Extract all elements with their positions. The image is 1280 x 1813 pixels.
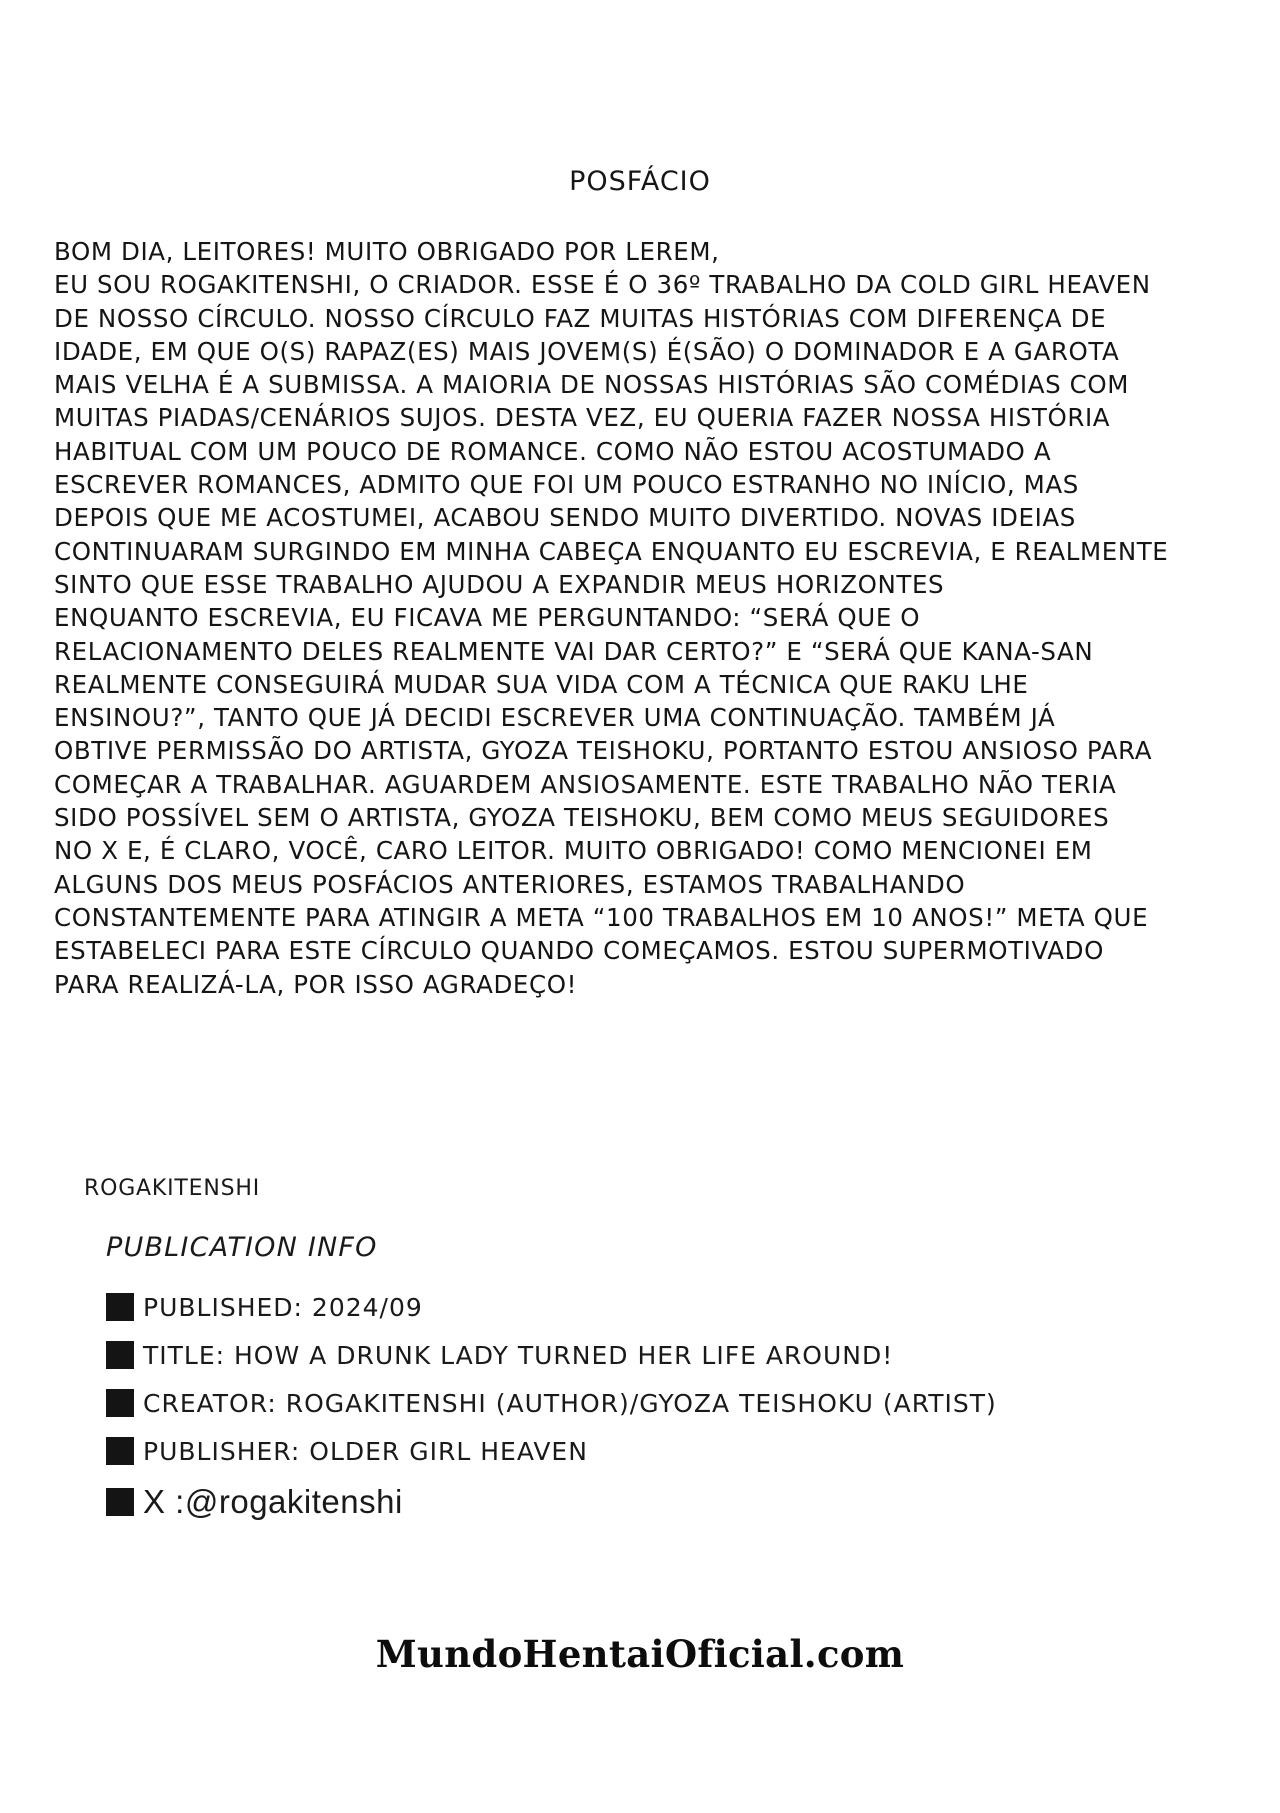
publication-info-item	[106, 1333, 997, 1377]
body-line: ESTABELECI PARA ESTE CÍRCULO QUANDO COMEÇAMOS. ESTOU SUPERMOTIVADO	[54, 936, 1104, 966]
square-bullet-icon	[106, 1488, 134, 1516]
work-title: TITLE: HOW A DRUNK LADY TURNED HER LIFE AROUND!	[143, 1340, 894, 1370]
author-signature: ROGAKITENSHI	[84, 1176, 261, 1201]
body-line: ENSINOU?”, TANTO QUE JÁ DECIDI ESCREVER UMA CONTINUAÇÃO. TAMBÉM JÁ	[54, 703, 1056, 733]
publication-info-item	[106, 1429, 997, 1473]
body-line: OBTIVE PERMISSÃO DO ARTISTA, GYOZA TEISHOKU, PORTANTO ESTOU ANSIOSO PARA	[54, 736, 1153, 766]
page-title: POSFÁCIO	[569, 166, 711, 197]
publisher-name: PUBLISHER: OLDER GIRL HEAVEN	[143, 1436, 588, 1466]
creator-credits: CREATOR: ROGAKITENSHI (AUTHOR)/GYOZA TEISHOKU (ARTIST)	[143, 1388, 997, 1418]
body-line: DE NOSSO CÍRCULO. NOSSO CÍRCULO FAZ MUITAS HISTÓRIAS COM DIFERENÇA DE	[54, 303, 1107, 333]
published-date: PUBLISHED: 2024/09	[143, 1292, 423, 1322]
publication-info-item	[106, 1381, 997, 1425]
publication-info-list	[106, 1285, 997, 1531]
body-line: ALGUNS DOS MEUS POSFÁCIOS ANTERIORES, ESTAMOS TRABALHANDO	[54, 869, 966, 899]
publication-info-heading: PUBLICATION INFO	[106, 1232, 378, 1263]
body-line: BOM DIA, LEITORES! MUITO OBRIGADO POR LEREM,	[54, 237, 720, 266]
body-line: SINTO QUE ESSE TRABALHO AJUDOU A EXPANDIR MEUS HORIZONTES	[54, 569, 945, 599]
body-line: CONSTANTEMENTE PARA ATINGIR A META “100 TRABALHOS EM 10 ANOS!” META QUE	[54, 902, 1149, 932]
square-bullet-icon	[106, 1293, 134, 1321]
body-line: HABITUAL COM UM POUCO DE ROMANCE. COMO NÃO ESTOU ACOSTUMADO A	[54, 436, 1052, 466]
square-bullet-icon	[106, 1341, 134, 1369]
square-bullet-icon	[106, 1437, 134, 1465]
body-line: MUITAS PIADAS/CENÁRIOS SUJOS. DESTA VEZ, EU QUERIA FAZER NOSSA HISTÓRIA	[54, 403, 1111, 433]
body-line: DEPOIS QUE ME ACOSTUMEI, ACABOU SENDO MUITO DIVERTIDO. NOVAS IDEIAS	[54, 503, 1076, 533]
body-line: IDADE, EM QUE O(S) RAPAZ(ES) MAIS JOVEM(S) É(SÃO) O DOMINADOR E A GAROTA	[54, 336, 1120, 366]
body-line: NO X E, É CLARO, VOCÊ, CARO LEITOR. MUITO OBRIGADO! COMO MENCIONEI EM	[54, 836, 1093, 866]
square-bullet-icon	[106, 1389, 134, 1417]
body-line: ENQUANTO ESCREVIA, EU FICAVA ME PERGUNTANDO: “SERÁ QUE O	[54, 603, 921, 633]
body-line: PARA REALIZÁ-LA, POR ISSO AGRADEÇO!	[54, 969, 578, 999]
body-line: SIDO POSSÍVEL SEM O ARTISTA, GYOZA TEISHOKU, BEM COMO MEUS SEGUIDORES	[54, 803, 1110, 833]
body-line: EU SOU ROGAKITENSHI, O CRIADOR. ESSE É O 36º TRABALHO DA COLD GIRL HEAVEN	[54, 270, 1151, 300]
body-line: RELACIONAMENTO DELES REALMENTE VAI DAR CERTO?” E “SERÁ QUE KANA-SAN	[54, 636, 1094, 666]
body-line: MAIS VELHA É A SUBMISSA. A MAIORIA DE NOSSAS HISTÓRIAS SÃO COMÉDIAS COM	[54, 370, 1129, 400]
publication-info-item	[106, 1285, 997, 1329]
publication-info-item	[106, 1477, 997, 1527]
body-line: ESCREVER ROMANCES, ADMITO QUE FOI UM POUCO ESTRANHO NO INÍCIO, MAS	[54, 470, 1079, 500]
body-line: CONTINUARAM SURGINDO EM MINHA CABEÇA ENQUANTO EU ESCREVIA, E REALMENTE	[54, 536, 1169, 566]
afterword-body	[54, 235, 1244, 1001]
body-line: REALMENTE CONSEGUIRÁ MUDAR SUA VIDA COM A TÉCNICA QUE RAKU LHE	[54, 669, 1029, 699]
site-watermark: MundoHentaiOficial.com	[375, 1632, 905, 1676]
body-line: COMEÇAR A TRABALHAR. AGUARDEM ANSIOSAMENTE. ESTE TRABALHO NÃO TERIA	[54, 769, 1117, 799]
x-handle: X :@rogakitenshi	[143, 1483, 403, 1520]
